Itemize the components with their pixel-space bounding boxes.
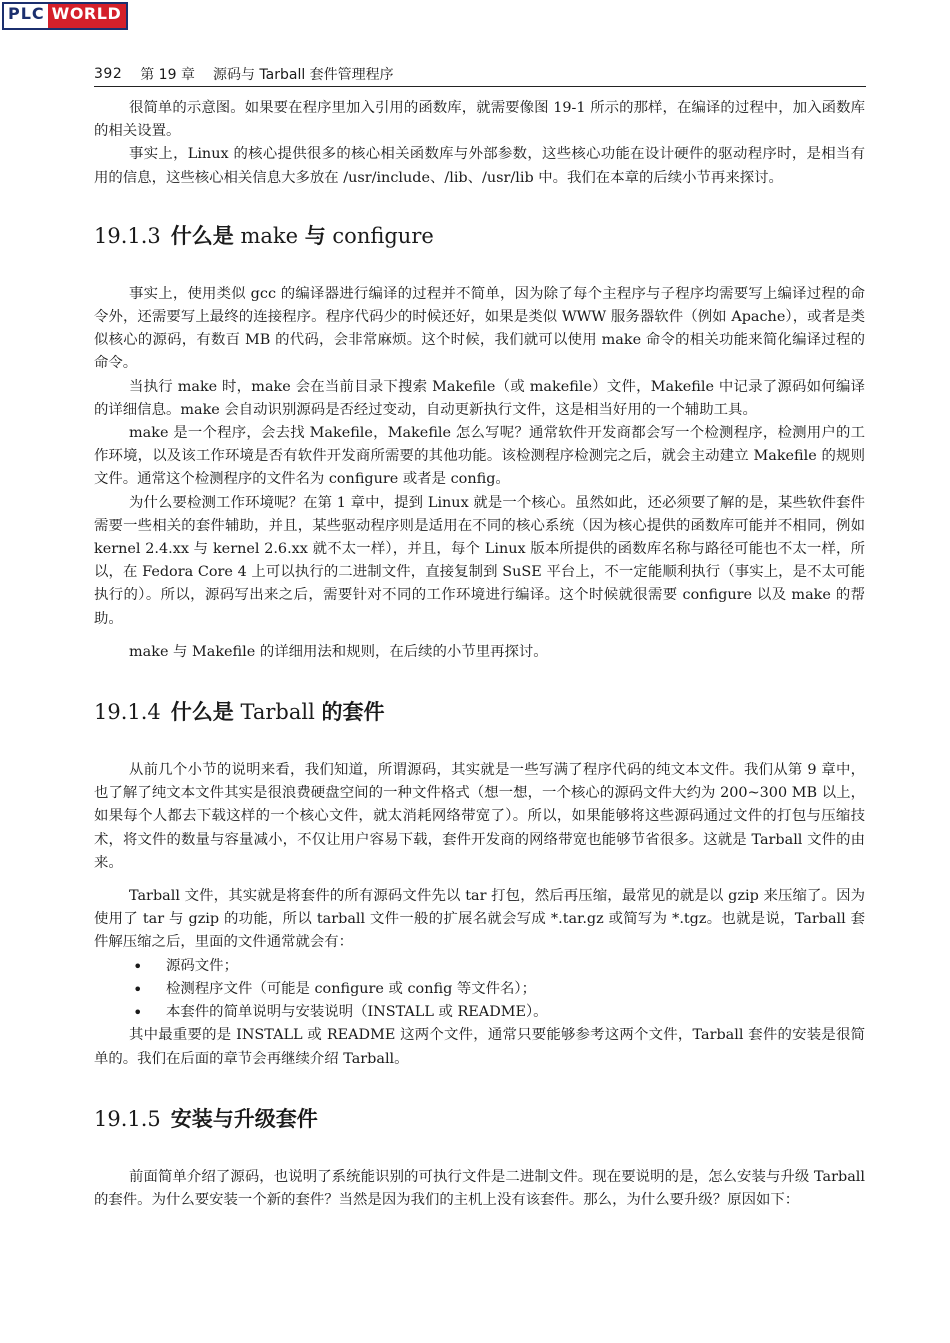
section-number: 19.1.4 (94, 700, 161, 725)
chapter-label: 第 19 章 (140, 67, 195, 83)
section-heading-1914 (94, 697, 865, 727)
body-paragraph: Tarball 文件，其实就是将套件的所有源码文件先以 tar 打包，然后再压缩，最常见的就是以 gzip 来压缩了。因为使用了 tar 与 gzip 的功能，所以 tarball 文件一般的扩展名就会写成 *.tar.gz 或简写为 *.tgz。也就是说，Tarball 套件解压缩之后，里面的文件通常就会有： (94, 888, 865, 951)
section-number: 19.1.5 (94, 1106, 161, 1131)
body-paragraph: make 是一个程序，会去找 Makefile，Makefile 怎么写呢？通常软件开发商都会写一个检测程序，检测用户的工作环境，以及该工作环境是否有软件开发商所需要的其他功能。该检测程序检测完之后，就会主动建立 Makefile 的规则文件。通常这个检测程序的文件名为 configure 或者是 config。 (94, 425, 865, 488)
section-heading-1915 (94, 1104, 865, 1134)
intro-paragraph-2: 事实上，Linux 的核心提供很多的核心相关函数库与外部参数，这些核心功能在设计硬件的驱动程序时，是相当有用的信息，这些核心相关信息大多放在 /usr/include、/lib、/usr/lib 中。我们在本章的后续小节再来探讨。 (94, 146, 865, 186)
body-paragraph: make 与 Makefile 的详细用法和规则，在后续的小节里再探讨。 (129, 643, 548, 660)
plcworld-logo (2, 2, 128, 30)
logo-plc: PLC (4, 4, 48, 28)
chapter-title: 源码与 Tarball 套件管理程序 (212, 67, 394, 83)
body-paragraph: 其中最重要的是 INSTALL 或 README 这两个文件，通常只要能够参考这两个文件，Tarball 套件的安装是很简单的。我们在后面的章节会再继续介绍 Tarball。 (94, 1027, 865, 1067)
section-heading-1913 (94, 221, 865, 251)
heading-text: Tarball (233, 700, 322, 725)
intro-paragraph-1: 很简单的示意图。如果要在程序里加入引用的函数库，就需要像图 19-1 所示的那样，在编译的过程中，加入函数库的相关设置。 (94, 100, 865, 140)
body-paragraph: 为什么要检测工作环境呢？在第 1 章中，提到 Linux 就是一个核心。虽然如此，还必须要了解的是，某些软件套件需要一些相关的套件辅助，并且，某些驱动程序则是适用在不同的核心系统（因为核心提供的函数库可能并不相同，例如 kernel 2.4.xx 与 kernel 2.6.xx 就不太一样），并且，每个 Linux 版本所提供的函数库名称与路径可能也不太一样，所以，在 Fedora Core 4 上可以执行的二进制文件，直接复制到 SuSE 平台上，不一定能顺利执行（事实上，是不太可能执行的）。所以，源码写出来之后，需要针对不同的工作环境进行编译。这个时候就很需要 configure 以及 make 的帮助。 (94, 494, 865, 627)
heading-text: 安装与升级套件 (170, 1106, 318, 1131)
bullet-list (94, 955, 865, 1025)
heading-text: 的套件 (321, 700, 385, 725)
heading-text: 与 (304, 223, 326, 248)
heading-text: 什么是 (170, 223, 234, 248)
list-item: • 源码文件； (94, 955, 865, 978)
page-number: 392 (94, 66, 123, 82)
section-number: 19.1.3 (94, 223, 161, 248)
body-paragraph: 前面简单介绍了源码，也说明了系统能识别的可执行文件是二进制文件。现在要说明的是，怎么安装与升级 Tarball 的套件。为什么要安装一个新的套件？当然是因为我们的主机上没有该套件。那么，为什么要升级？原因如下： (94, 1168, 865, 1208)
page-header (94, 62, 866, 87)
body-paragraph: 从前几个小节的说明来看，我们知道，所谓源码，其实就是一些写满了程序代码的纯文本文件。我们从第 9 章中，也了解了纯文本文件其实是很浪费硬盘空间的一种文件格式（想一想，一个核心的源码文件大约为 200~300 MB 以上，如果每个人都去下载这样的一个核心文件，就太消耗网络带宽了）。所以，如果能够将这些源码通过文件的打包与压缩技术，将文件的数量与容量减小，不仅让用户容易下载，套件开发商的网络带宽也能够节省很多。这就是 Tarball 文件的由来。 (94, 762, 865, 871)
list-item: • 本套件的简单说明与安装说明（INSTALL 或 README）。 (94, 1001, 865, 1024)
heading-text: 什么是 (170, 700, 234, 725)
heading-text: make (233, 223, 305, 248)
body-paragraph: 事实上，使用类似 gcc 的编译器进行编译的过程并不简单，因为除了每个主程序与子程序均需要写上编译过程的命令外，还需要写上最终的连接程序。程序代码少的时候还好，如果是类似 WWW 服务器软件（例如 Apache），或者是类似核心的源码，有数百 MB 的代码，会非常麻烦。这个时候，我们就可以使用 make 命令的相关功能来简化编译过程的命令。 (94, 285, 865, 372)
body-paragraph: 当执行 make 时，make 会在当前目录下搜索 Makefile（或 makefile）文件，Makefile 中记录了源码如何编译的详细信息。make 会自动识别源码是否经过变动，自动更新执行文件，这是相当好用的一个辅助工具。 (94, 378, 865, 418)
logo-world: WORLD (48, 4, 127, 28)
list-item: • 检测程序文件（可能是 configure 或 config 等文件名）； (94, 978, 865, 1001)
heading-text: configure (325, 223, 434, 248)
page-body (94, 97, 865, 1212)
